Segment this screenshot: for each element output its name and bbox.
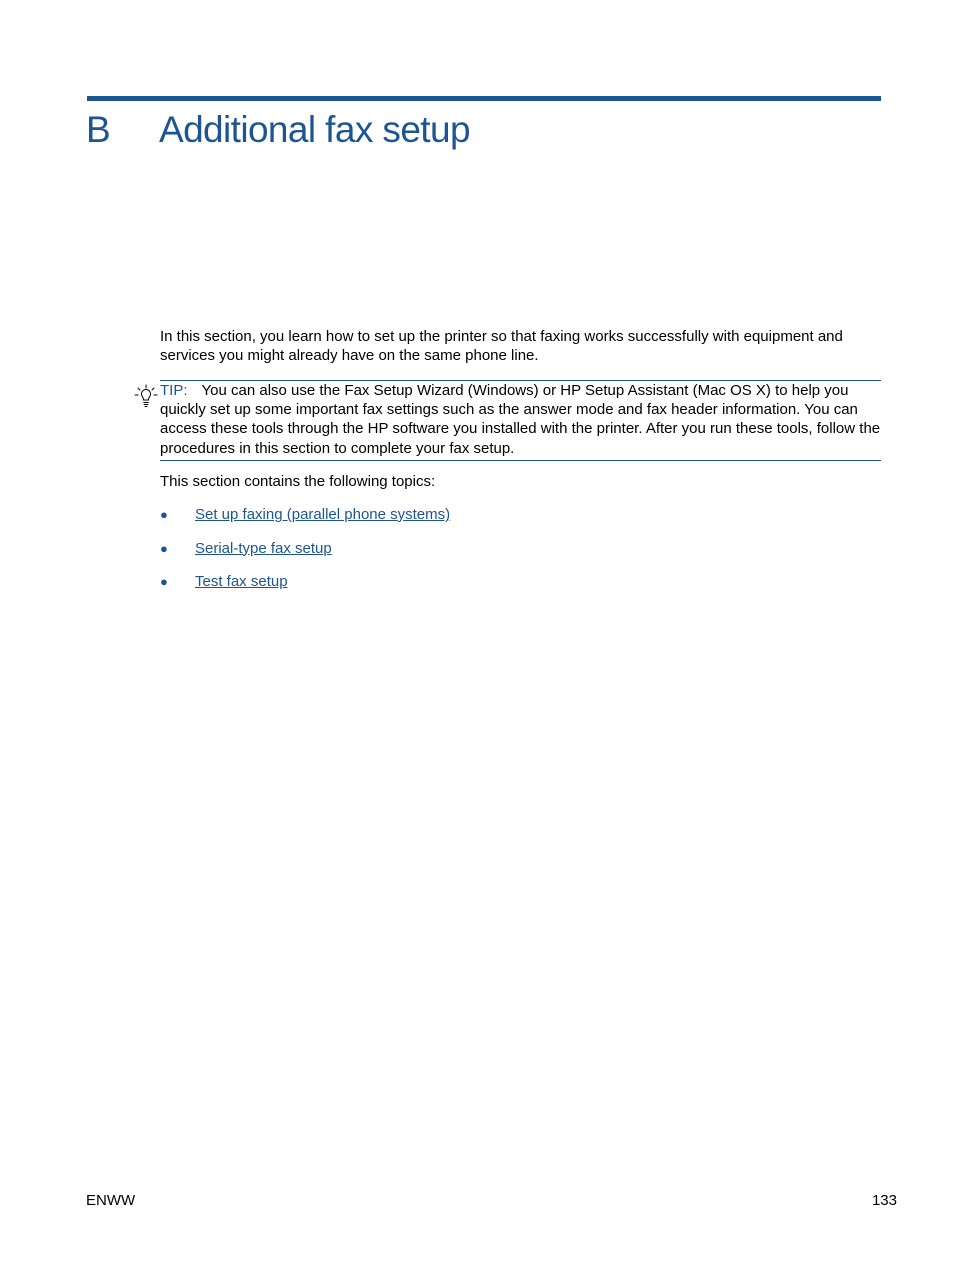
page-number: 133 xyxy=(871,1192,897,1209)
topic-link-parallel-phone-systems[interactable]: Set up faxing (parallel phone systems) xyxy=(195,506,451,523)
bullet-icon: ● xyxy=(160,507,168,522)
chapter-letter: B xyxy=(86,109,111,150)
bullet-icon: ● xyxy=(160,574,168,589)
topic-link-test-fax-setup[interactable]: Test fax setup xyxy=(195,573,288,590)
topics-intro: This section contains the following topics: xyxy=(160,473,436,490)
tip-note xyxy=(160,380,881,461)
page-title: Additional fax setup xyxy=(159,109,470,150)
intro-paragraph: In this section, you learn how to set up the printer so that faxing works successfully with equipment and services you might already have on the same phone line. xyxy=(160,328,843,365)
chapter-rule xyxy=(87,96,881,101)
lightbulb-icon xyxy=(134,384,158,410)
topic-link-serial-type-fax-setup[interactable]: Serial-type fax setup xyxy=(195,539,332,557)
bullet-icon: ● xyxy=(160,540,168,556)
tip-label: TIP: xyxy=(160,382,188,399)
tip-text: You can also use the Fax Setup Wizard (Windows) or HP Setup Assistant (Mac OS X) to help you quickly set up some important fax settings such as the answer mode and fax header information. You can access these tools through the HP software you installed with the printer. After you run these tools, follow the procedures in this section to complete your fax setup. xyxy=(160,382,881,457)
footer-label: ENWW xyxy=(86,1192,136,1209)
